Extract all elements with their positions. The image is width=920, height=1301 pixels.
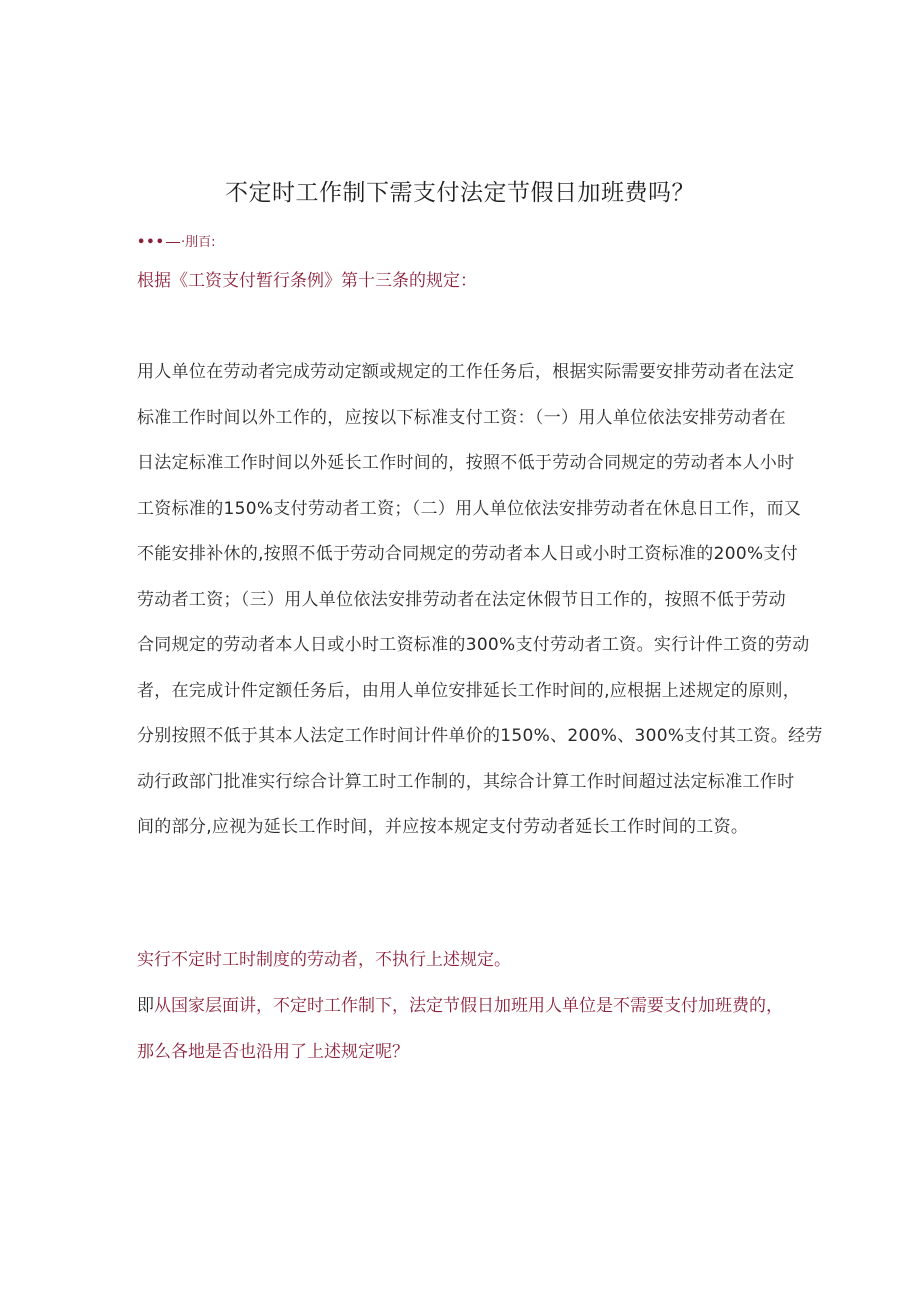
regulation-line: 者，在完成计件定额任务后，由用人单位安排延长工作时间的,应根据上述规定的原则， (137, 680, 801, 701)
conclusion-line-3: 那么各地是否也沿用了上述规定呢？ (137, 1042, 409, 1062)
regulation-intro: 根据《工资支付暂行条例》第十三条的规定： (137, 271, 477, 291)
regulation-line: 工资标准的150%支付劳动者工资；（二）用人单位依法安排劳动者在休息日工作，而又 (137, 498, 802, 519)
regulation-line: 标准工作时间以外工作的，应按以下标准支付工资：（一）用人单位依法安排劳动者在 (137, 407, 786, 428)
preface-dots: ••• (137, 235, 165, 250)
conclusion-line-2-text: 从国家层面讲，不定时工作制下，法定节假日加班用人单位是不需要支付加班费的， (154, 996, 783, 1016)
regulation-line: 不能安排补休的,按照不低于劳动合同规定的劳动者本人日或小时工资标准的200%支付 (137, 544, 799, 564)
regulation-body (137, 350, 823, 851)
document-title: 不定时工作制下需支付法定节假日加班费吗？ (225, 180, 695, 206)
preface-label: ·刖百: (180, 235, 216, 250)
conclusion-block (137, 937, 797, 1075)
regulation-line: 动行政部门批准实行综合计算工时工作制的，其综合计算工作时间超过法定标准工作时 (137, 771, 795, 792)
regulation-line: 分别按照不低于其本人法定工作时间计件单价的150%、200%、300%支付其工资。经劳 (137, 726, 823, 746)
preface-marker (137, 231, 215, 250)
conclusion-line-2 (137, 983, 797, 1029)
regulation-line: 间的部分,应视为延长工作时间，并应按本规定支付劳动者延长工作时间的工资。 (137, 817, 749, 837)
regulation-line: 日法定标准工作时间以外延长工作时间的，按照不低于劳动合同规定的劳动者本人小时 (137, 453, 795, 473)
regulation-line: 用人单位在劳动者完成劳动定额或规定的工作任务后，根据实际需要安排劳动者在法定 (137, 362, 795, 382)
regulation-line: 劳动者工资；（三）用人单位依法安排劳动者在法定休假节日工作的，按照不低于劳动 (137, 589, 786, 610)
conclusion-lead-char: 即 (137, 996, 154, 1016)
conclusion-line-1: 实行不定时工时制度的劳动者，不执行上述规定。 (137, 950, 511, 970)
preface-underline (166, 242, 180, 243)
regulation-line: 合同规定的劳动者本人日或小时工资标准的300%支付劳动者工资。实行计件工资的劳动 (137, 635, 810, 655)
